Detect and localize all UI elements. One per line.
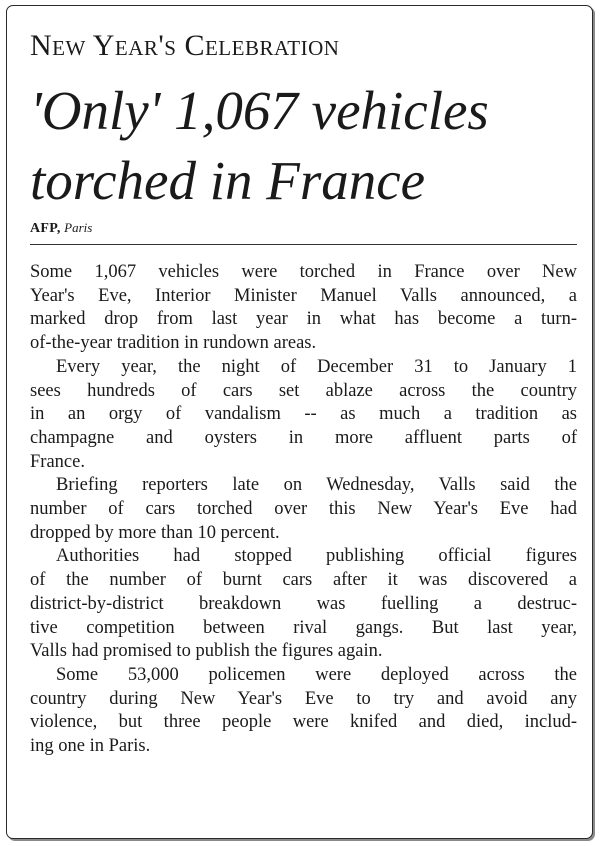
paragraph xyxy=(30,261,577,356)
headline-line-2: torched in France xyxy=(30,150,426,211)
byline-city: Paris xyxy=(64,220,93,235)
paragraph xyxy=(30,545,577,664)
body-line: marked drop from last year in what has become a turn- xyxy=(30,309,577,330)
body-line: Every year, the night of December 31 to January 1 xyxy=(56,356,577,377)
body-line: of the number of burnt cars after it was discovered a xyxy=(30,570,577,591)
body-line: champagne and oysters in more affluent parts of xyxy=(30,427,577,448)
body-line: Valls had promised to publish the figures again. xyxy=(30,641,383,662)
body-line: Some 53,000 policemen were deployed across the xyxy=(56,664,577,685)
byline-agency: AFP, xyxy=(30,221,61,236)
body-line: sees hundreds of cars set ablaze across the country xyxy=(30,380,577,401)
body-line: Authorities had stopped publishing official figures xyxy=(56,546,577,567)
body-line: number of cars torched over this New Year's Eve had xyxy=(30,499,577,520)
article-body xyxy=(30,261,577,759)
byline xyxy=(30,219,92,238)
body-line: Some 1,067 vehicles were torched in France over New xyxy=(30,262,577,282)
body-line: district-by-district breakdown was fuelling a destruc- xyxy=(30,593,577,614)
headline-line-1: 'Only' 1,067 vehicles xyxy=(30,80,489,141)
body-line: in an orgy of vandalism -- as much a tradition as xyxy=(30,404,577,425)
paragraph xyxy=(30,474,577,545)
article-headline xyxy=(30,76,590,216)
article-kicker: New Year's Celebration xyxy=(30,29,340,62)
body-line: Year's Eve, Interior Minister Manuel Valls announced, a xyxy=(30,285,577,306)
body-line: France. xyxy=(30,451,85,472)
body-line: ing one in Paris. xyxy=(30,736,151,757)
body-line: of-the-year tradition in rundown areas. xyxy=(30,333,317,354)
body-line: violence, but three people were knifed and died, includ- xyxy=(30,712,577,733)
byline-divider xyxy=(30,244,577,245)
body-line: country during New Year's Eve to try and avoid any xyxy=(30,688,577,709)
paragraph xyxy=(30,356,577,475)
body-line: Briefing reporters late on Wednesday, Valls said the xyxy=(56,475,577,496)
body-line: tive competition between rival gangs. But last year, xyxy=(30,617,577,638)
body-line: dropped by more than 10 percent. xyxy=(30,522,280,543)
paragraph xyxy=(30,664,577,759)
